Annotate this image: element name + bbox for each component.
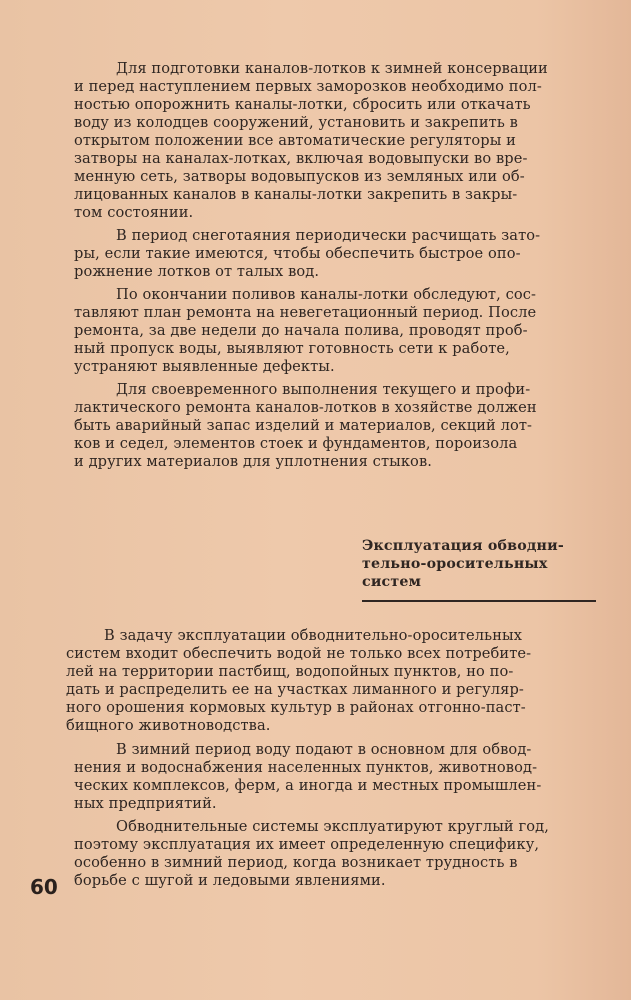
paragraph-7-line-1: Обводнительные системы эксплуатируют круглый год,: [116, 818, 549, 835]
section-heading-line-3: систем: [362, 574, 422, 590]
paragraph-7-line-3: особенно в зимний период, когда возникает трудность в: [74, 854, 518, 871]
paragraph-1-line-2: и перед наступлением первых заморозков необходимо пол-: [74, 78, 542, 95]
heading-underline: [362, 600, 596, 602]
paragraph-6-line-2: нения и водоснабжения населенных пунктов, животновод-: [74, 759, 538, 776]
paragraph-1-line-6: затворы на каналах-лотках, включая водовыпуски во вре-: [74, 150, 528, 167]
paragraph-5-line-3: лей на территории пастбищ, водопойных пунктов, но по-: [66, 663, 514, 680]
paragraph-1-line-8: лицованных каналов в каналы-лотки закрепить в закры-: [74, 186, 518, 203]
paragraph-7-line-4: борьбе с шугой и ледовыми явлениями.: [74, 872, 386, 889]
paragraph-5-line-6: бищного животноводства.: [66, 717, 271, 734]
paragraph-3-line-3: ремонта, за две недели до начала полива, проводят проб-: [74, 322, 528, 339]
paragraph-6-line-1: В зимний период воду подают в основном для обвод-: [116, 741, 532, 758]
paragraph-1-line-9: том состоянии.: [74, 204, 194, 221]
paragraph-1-line-7: менную сеть, затворы водовыпусков из земляных или об-: [74, 168, 525, 185]
paragraph-5-line-4: дать и распределить ее на участках лиманного и регуляр-: [66, 681, 524, 698]
paragraph-2-line-2: ры, если такие имеются, чтобы обеспечить быстрое опо-: [74, 245, 521, 262]
paragraph-5-line-2: систем входит обеспечить водой не только всех потребите-: [66, 645, 532, 662]
paragraph-5-line-1: В задачу эксплуатации обводнительно-оросительных: [104, 627, 523, 644]
section-heading-line-2: тельно-оросительных: [362, 556, 548, 572]
paragraph-4-line-4: ков и седел, элементов стоек и фундаментов, пороизола: [74, 435, 518, 452]
paragraph-2-line-1: В период снеготаяния периодически расчищать зато-: [116, 227, 541, 244]
paragraph-6-line-4: ных предприятий.: [74, 795, 217, 812]
paragraph-4-line-3: быть аварийный запас изделий и материалов, секций лот-: [74, 417, 533, 434]
paragraph-2-line-3: рожнение лотков от талых вод.: [74, 263, 320, 280]
paragraph-1-line-1: Для подготовки каналов-лотков к зимней консервации: [116, 60, 548, 77]
paragraph-7-line-2: поэтому эксплуатация их имеет определенную специфику,: [74, 836, 540, 853]
paragraph-4-line-1: Для своевременного выполнения текущего и профи-: [116, 381, 531, 398]
paragraph-6-line-3: ческих комплексов, ферм, а иногда и местных промышлен-: [74, 777, 542, 794]
paragraph-3-line-4: ный пропуск воды, выявляют готовность сети к работе,: [74, 340, 510, 357]
page-number: 60: [30, 875, 58, 899]
paragraph-3-line-1: По окончании поливов каналы-лотки обследуют, сос-: [116, 286, 537, 303]
paragraph-1-line-4: воду из колодцев сооружений, установить и закрепить в: [74, 114, 518, 131]
paragraph-4-line-2: лактического ремонта каналов-лотков в хозяйстве должен: [74, 399, 537, 416]
paragraph-4-line-5: и других материалов для уплотнения стыков.: [74, 453, 432, 470]
paragraph-5-line-5: ного орошения кормовых культур в районах отгонно-паст-: [66, 699, 526, 716]
paragraph-3-line-2: тавляют план ремонта на невегетационный период. После: [74, 304, 537, 321]
paragraph-1-line-3: ностью опорожнить каналы-лотки, сбросить или откачать: [74, 96, 531, 113]
section-heading-line-1: Эксплуатация обводни-: [362, 538, 564, 554]
paragraph-3-line-5: устраняют выявленные дефекты.: [74, 358, 335, 375]
paragraph-1-line-5: открытом положении все автоматические регуляторы и: [74, 132, 516, 149]
